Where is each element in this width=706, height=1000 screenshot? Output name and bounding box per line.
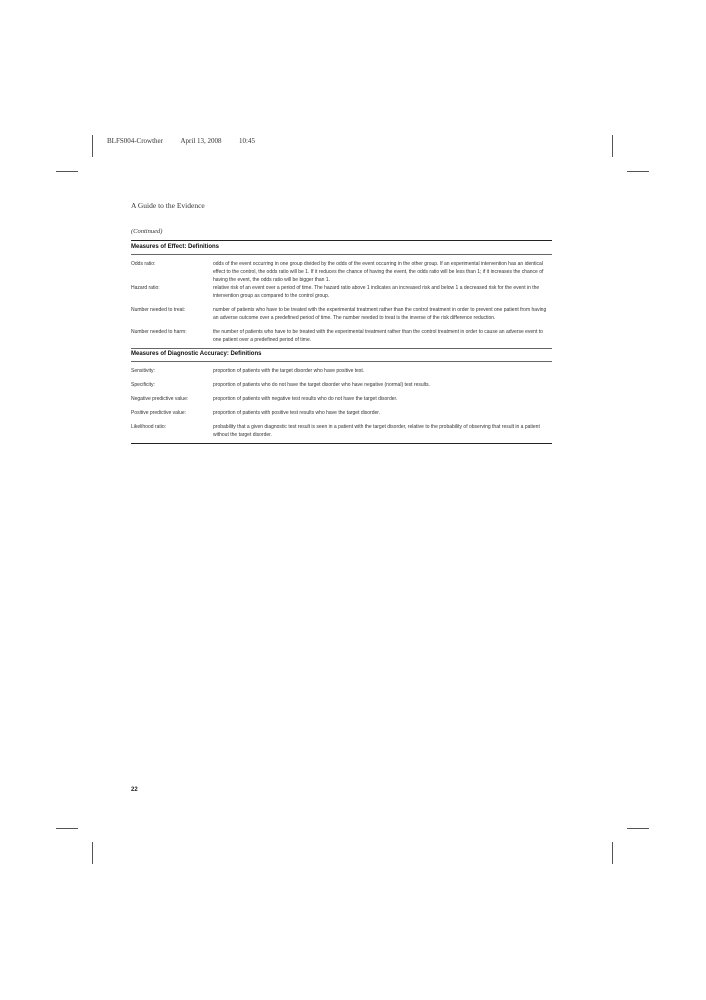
crop-mark	[56, 171, 78, 172]
row-term: Positive predictive value:	[131, 409, 187, 416]
table-row	[131, 367, 552, 375]
section-title: Measures of Diagnostic Accuracy: Definitions	[131, 351, 262, 358]
crop-mark	[612, 135, 613, 157]
print-header	[107, 137, 255, 145]
crop-mark	[56, 828, 78, 829]
row-term: Likelihood ratio:	[131, 423, 167, 430]
table-row	[131, 423, 552, 439]
table-row	[131, 381, 552, 389]
table-bottom-rule	[131, 443, 552, 444]
row-definition: relative risk of an event over a period of time. The hazard ratio above 1 indicates an increased risk and below 1 a decreased risk for the event in the intervention group as compared to the control group.	[213, 284, 540, 299]
row-definition: proportion of patients with negative test results who do not have the target disorder.	[213, 395, 398, 402]
table-row	[131, 409, 552, 417]
table-row	[131, 306, 552, 322]
row-definition: probability that a given diagnostic test result is seen in a patient with the target disorder, relative to the probability of observing that result in a patient without the target disorder.	[213, 423, 540, 438]
row-term: Hazard ratio:	[131, 284, 160, 291]
crop-mark	[627, 171, 649, 172]
page-number: 22	[131, 787, 138, 793]
table-row	[131, 260, 552, 284]
print-date: April 13, 2008	[180, 137, 222, 145]
row-definition: proportion of patients with positive test results who have the target disorder.	[213, 409, 381, 416]
definitions-table	[131, 240, 552, 444]
crop-mark	[612, 842, 613, 864]
row-term: Number needed to treat:	[131, 306, 186, 313]
running-head: A Guide to the Evidence	[131, 201, 205, 210]
table-row	[131, 284, 552, 300]
table-row	[131, 328, 552, 344]
print-time: 10:45	[239, 137, 255, 145]
row-definition: proportion of patients with the target disorder who have positive test.	[213, 367, 365, 374]
row-definition: proportion of patients who do not have the target disorder who have negative (normal) test results.	[213, 381, 431, 388]
table-row	[131, 395, 552, 403]
doc-id: BLFS004-Crowther	[107, 137, 163, 145]
row-term: Specificity:	[131, 381, 155, 388]
row-definition: the number of patients who have to be treated with the experimental treatment rather than the control treatment in order to cause an adverse event to one patient over a predefined period of time.	[213, 328, 543, 343]
crop-mark	[92, 135, 93, 157]
row-definition: odds of the event occurring in one group divided by the odds of the event occurring in the other group. If an experimental intervention has an identical effect to the control, the odds ratio will be 1. If it reduces the chance of having the event, the odds ratio will be less than 1; if it increases the chance of having the event, the odds ratio will be bigger than 1.	[213, 260, 544, 283]
crop-mark	[92, 842, 93, 864]
row-term: Negative predictive value:	[131, 395, 189, 402]
row-term: Sensitivity:	[131, 367, 155, 374]
row-term: Odds ratio:	[131, 260, 156, 267]
continued-label: (Continued)	[131, 228, 163, 235]
crop-mark	[627, 828, 649, 829]
row-definition: number of patients who have to be treated with the experimental treatment rather than the control treatment in order to prevent one patient from having an adverse outcome over a predefined period of time. The number needed to treat is the inverse of the risk difference reduction.	[213, 306, 547, 321]
section-title: Measures of Effect: Definitions	[131, 244, 220, 251]
row-term: Number needed to harm:	[131, 328, 187, 335]
